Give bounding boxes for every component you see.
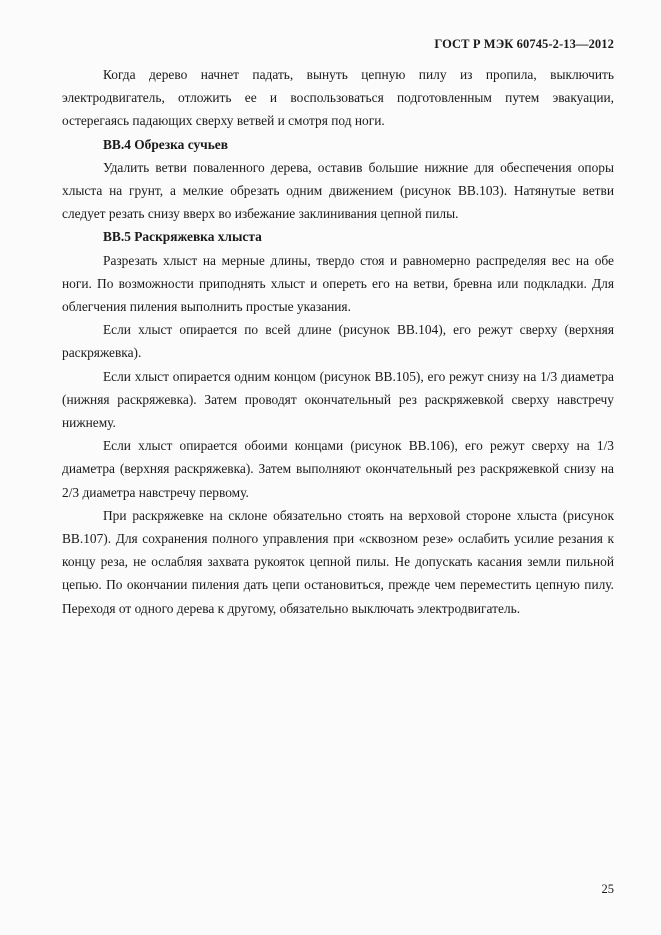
document-body: [62, 63, 614, 620]
paragraph-slope-bucking: При раскряжевке на склоне обязательно стоять на верховой стороне хлыста (рисунок ВВ.107). Для сохранения полного управления при «сквозном резе» ослабить усилие резания к концу реза, не ослабляя захвата рукояток цепной пилы. Не допускать касания земли пильной цепью. По окончании пиления дать цепи остановиться, прежде чем переместить цепную пилу. Переходя от одного дерева к другому, обязательно выключать электродвигатель.: [62, 507, 614, 616]
section-heading-bb5: ВВ.5 Раскряжевка хлыста: [103, 229, 262, 245]
paragraph-branch-removal: Удалить ветви поваленного дерева, оставив большие нижние для обеспечения опоры хлыста на грунт, а мелкие обрезать одним движением (рисунок ВВ.103). Натянутые ветви следует резать снизу вверх во избежание заклинивания цепной пилы.: [62, 159, 614, 222]
page-number: 25: [601, 882, 614, 896]
paragraph-tree-falling: Когда дерево начнет падать, вынуть цепную пилу из пропила, выключить электродвигатель, отложить ее и воспользоваться подготовленным путем эвакуации, остерегаясь падающих сверху ветвей и смотря под ноги.: [62, 67, 614, 129]
paragraph-both-ends-support: Если хлыст опирается обоими концами (рисунок ВВ.106), его режут сверху на 1/3 диаметра (верхняя раскряжевка). Затем выполняют окончательный рез раскряжевкой снизу на 2/3 диаметра навстречу первому.: [62, 438, 614, 500]
paragraph-bucking-intro: Разрезать хлыст на мерные длины, твердо стоя и равномерно распределяя вес на обе ноги. По возможности приподнять хлыст и опереть его на ветви, бревна или подкладки. Для облегчения пиления выполнить простые указания.: [62, 252, 614, 315]
paragraph-one-end-support: Если хлыст опирается одним концом (рисунок ВВ.105), его режут снизу на 1/3 диаметра (нижняя раскряжевка). Затем проводят окончательный рез раскряжевкой сверху навстречу нижнему.: [62, 368, 614, 431]
section-heading-bb4: ВВ.4 Обрезка сучьев: [103, 136, 228, 152]
paragraph-full-support: Если хлыст опирается по всей длине (рисунок ВВ.104), его режут сверху (верхняя раскряжевка).: [62, 322, 614, 361]
document-header: ГОСТ Р МЭК 60745-2-13—2012: [434, 37, 614, 51]
